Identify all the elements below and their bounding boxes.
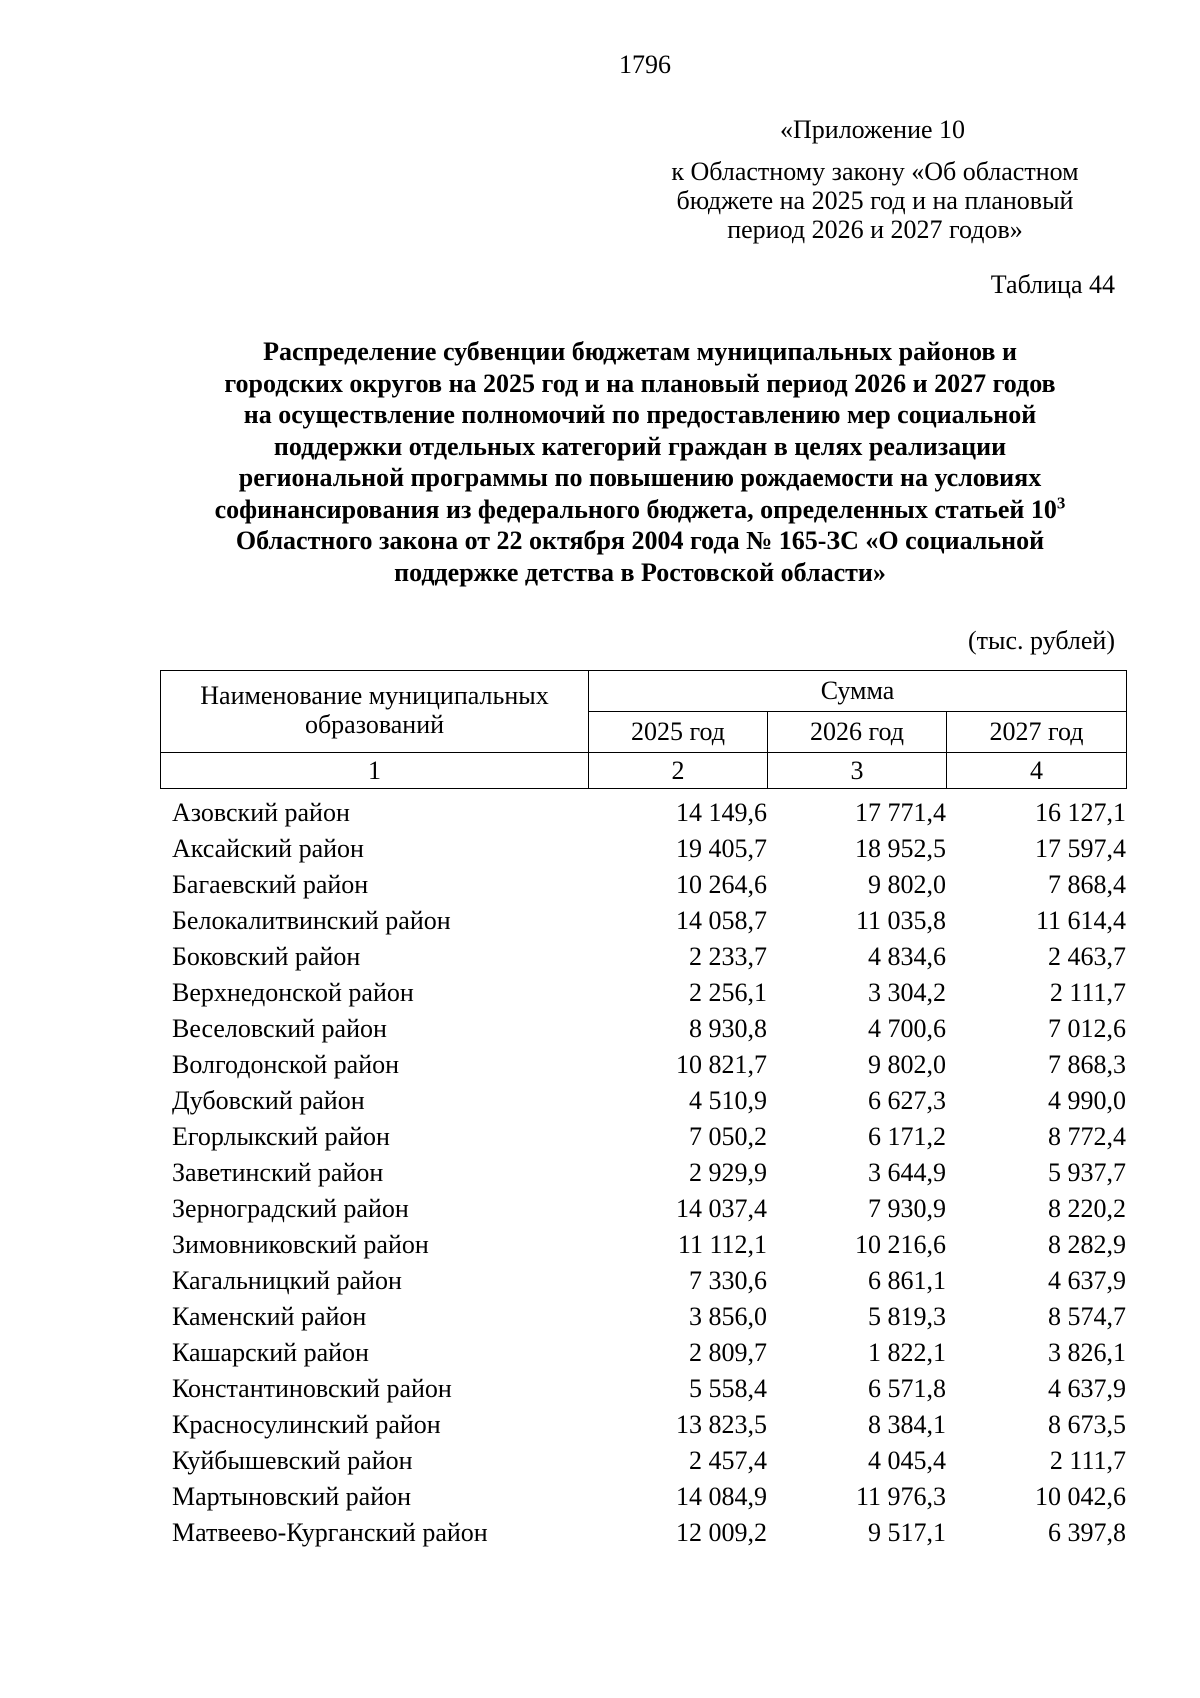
municipality-name: Красносулинский район xyxy=(172,1410,441,1439)
appendix-reference-line: бюджете на 2025 год и на плановый xyxy=(676,186,1074,215)
value-2027: 8 574,7 xyxy=(1048,1302,1126,1331)
table-row xyxy=(160,867,1126,903)
municipality-name: Егорлыкский район xyxy=(172,1122,390,1151)
article-superscript: 3 xyxy=(1056,492,1066,512)
municipality-name: Зимовниковский район xyxy=(172,1230,429,1259)
value-2027: 4 990,0 xyxy=(1048,1086,1126,1115)
value-2025: 13 823,5 xyxy=(676,1410,767,1439)
header-sum: Сумма xyxy=(589,671,1127,712)
title-line: на осуществление полномочий по предоставлению мер социальной xyxy=(243,400,1037,429)
table-row xyxy=(160,1011,1126,1047)
value-2025: 14 084,9 xyxy=(676,1482,767,1511)
title-line: поддержки отдельных категорий граждан в целях реализации xyxy=(273,431,1007,461)
appendix-reference-line: период 2026 и 2027 годов» xyxy=(727,215,1023,244)
value-2025: 11 112,1 xyxy=(677,1230,767,1259)
value-2026: 6 627,3 xyxy=(868,1086,946,1115)
table-row xyxy=(160,1155,1126,1191)
title-line-text: софинансирования из федерального бюджета, определенных статьей 10 xyxy=(214,494,1057,524)
table-row xyxy=(160,1047,1126,1083)
table-row xyxy=(160,939,1126,975)
table-row xyxy=(160,1479,1126,1515)
value-2027: 7 012,6 xyxy=(1048,1014,1126,1043)
municipality-name: Мартыновский район xyxy=(172,1482,412,1511)
value-2025: 10 821,7 xyxy=(676,1050,767,1079)
value-2026: 4 045,4 xyxy=(868,1446,946,1475)
value-2027: 17 597,4 xyxy=(1035,834,1126,863)
value-2026: 6 861,1 xyxy=(868,1266,946,1295)
title-line: городских округов на 2025 год и на плановый период 2026 и 2027 годов xyxy=(224,368,1056,398)
value-2025: 2 256,1 xyxy=(689,978,767,1007)
value-2025: 2 809,7 xyxy=(689,1338,767,1367)
value-2027: 8 220,2 xyxy=(1048,1194,1126,1223)
table-row xyxy=(160,1191,1126,1227)
value-2027: 2 463,7 xyxy=(1048,942,1126,971)
value-2025: 14 149,6 xyxy=(676,798,767,827)
value-2026: 11 035,8 xyxy=(855,906,946,935)
municipality-name: Каменский район xyxy=(172,1302,367,1331)
header-year-2026: 2026 год xyxy=(768,712,947,753)
value-2025: 14 037,4 xyxy=(676,1194,767,1223)
table-row xyxy=(160,1371,1126,1407)
value-2027: 2 111,7 xyxy=(1049,978,1126,1007)
value-2027: 4 637,9 xyxy=(1048,1266,1126,1295)
value-2025: 19 405,7 xyxy=(676,834,767,863)
value-2026: 1 822,1 xyxy=(868,1338,946,1367)
appendix-reference xyxy=(640,157,1110,244)
value-2027: 7 868,4 xyxy=(1048,870,1126,899)
municipality-name: Кагальницкий район xyxy=(172,1266,402,1295)
table-row xyxy=(160,1335,1126,1371)
column-number: 4 xyxy=(947,753,1127,789)
appendix-reference-line: к Областному закону «Об областном xyxy=(671,157,1079,186)
column-number: 3 xyxy=(768,753,947,789)
units-label: (тыс. рублей) xyxy=(967,626,1115,655)
value-2025: 5 558,4 xyxy=(689,1374,767,1403)
title-line: Распределение субвенции бюджетам муниципальных районов и xyxy=(263,337,1017,366)
municipality-name: Белокалитвинский район xyxy=(172,906,451,935)
value-2027: 8 772,4 xyxy=(1048,1122,1126,1151)
value-2026: 9 802,0 xyxy=(868,870,946,899)
document-title xyxy=(160,336,1120,588)
value-2025: 7 050,2 xyxy=(689,1122,767,1151)
municipality-name: Матвеево-Курганский район xyxy=(172,1518,488,1547)
municipality-name: Волгодонской район xyxy=(172,1050,400,1079)
value-2025: 2 929,9 xyxy=(689,1158,767,1187)
table-header xyxy=(160,670,1127,789)
municipality-name: Кашарский район xyxy=(172,1338,369,1367)
municipality-name: Куйбышевский район xyxy=(172,1446,413,1475)
value-2026: 3 304,2 xyxy=(868,978,946,1007)
title-line: поддержке детства в Ростовской области» xyxy=(394,557,886,587)
page-number: 1796 xyxy=(619,50,671,79)
header-municipality-line: образований xyxy=(304,710,445,739)
value-2027: 2 111,7 xyxy=(1049,1446,1126,1475)
column-number: 1 xyxy=(161,753,589,789)
value-2026: 6 571,8 xyxy=(868,1374,946,1403)
table-row xyxy=(160,1299,1126,1335)
value-2026: 9 517,1 xyxy=(868,1518,946,1547)
municipality-name: Азовский район xyxy=(172,798,350,827)
value-2026: 11 976,3 xyxy=(855,1482,946,1511)
value-2027: 8 673,5 xyxy=(1048,1410,1126,1439)
municipality-name: Зерноградский район xyxy=(172,1194,409,1223)
table-row xyxy=(160,1515,1126,1551)
value-2026: 18 952,5 xyxy=(855,834,946,863)
value-2027: 11 614,4 xyxy=(1035,906,1126,935)
value-2025: 12 009,2 xyxy=(676,1518,767,1547)
value-2025: 3 856,0 xyxy=(689,1302,767,1331)
value-2025: 14 058,7 xyxy=(676,906,767,935)
value-2027: 4 637,9 xyxy=(1048,1374,1126,1403)
table-row xyxy=(160,831,1126,867)
table-body xyxy=(160,795,1126,1551)
value-2027: 3 826,1 xyxy=(1048,1338,1126,1367)
value-2026: 4 834,6 xyxy=(868,942,946,971)
table-row xyxy=(160,1083,1126,1119)
value-2025: 8 930,8 xyxy=(689,1014,767,1043)
header-municipality-line: Наименование муниципальных xyxy=(200,681,549,710)
value-2026: 3 644,9 xyxy=(868,1158,946,1187)
value-2027: 5 937,7 xyxy=(1048,1158,1126,1187)
municipality-name: Аксайский район xyxy=(172,834,364,863)
title-line: региональной программы по повышению рождаемости на условиях xyxy=(238,463,1042,492)
value-2026: 4 700,6 xyxy=(868,1014,946,1043)
value-2027: 7 868,3 xyxy=(1048,1050,1126,1079)
header-year-2027: 2027 год xyxy=(947,712,1127,753)
value-2025: 4 510,9 xyxy=(689,1086,767,1115)
value-2025: 2 233,7 xyxy=(689,942,767,971)
table-row xyxy=(160,1227,1126,1263)
municipality-name: Дубовский район xyxy=(172,1086,365,1115)
value-2026: 9 802,0 xyxy=(868,1050,946,1079)
municipality-name: Боковский район xyxy=(172,942,361,971)
title-line: Областного закона от 22 октября 2004 года № 165-ЗС «О социальной xyxy=(235,526,1045,555)
municipality-name: Заветинский район xyxy=(172,1158,384,1187)
table-row xyxy=(160,903,1126,939)
municipality-name: Багаевский район xyxy=(172,870,369,899)
table-row xyxy=(160,1263,1126,1299)
title-line xyxy=(160,494,1120,526)
table-row xyxy=(160,1119,1126,1155)
value-2026: 6 171,2 xyxy=(868,1122,946,1151)
municipality-name: Константиновский район xyxy=(172,1374,452,1403)
table-row xyxy=(160,1443,1126,1479)
municipality-name: Веселовский район xyxy=(172,1014,387,1043)
table-row xyxy=(160,975,1126,1011)
column-number: 2 xyxy=(589,753,768,789)
appendix-heading: «Приложение 10 xyxy=(780,115,966,144)
table-row xyxy=(160,1407,1126,1443)
table-label: Таблица 44 xyxy=(990,270,1115,299)
value-2026: 10 216,6 xyxy=(855,1230,946,1259)
value-2027: 6 397,8 xyxy=(1048,1518,1126,1547)
table-row xyxy=(160,795,1126,831)
value-2027: 16 127,1 xyxy=(1035,798,1126,827)
value-2027: 8 282,9 xyxy=(1048,1230,1126,1259)
value-2025: 10 264,6 xyxy=(676,870,767,899)
value-2026: 17 771,4 xyxy=(855,798,946,827)
value-2025: 7 330,6 xyxy=(689,1266,767,1295)
municipality-name: Верхнедонской район xyxy=(172,978,414,1007)
value-2025: 2 457,4 xyxy=(689,1446,767,1475)
value-2027: 10 042,6 xyxy=(1035,1482,1126,1511)
value-2026: 7 930,9 xyxy=(868,1194,946,1223)
header-year-2025: 2025 год xyxy=(589,712,768,753)
header-municipality xyxy=(161,671,589,753)
value-2026: 8 384,1 xyxy=(868,1410,946,1439)
value-2026: 5 819,3 xyxy=(868,1302,946,1331)
